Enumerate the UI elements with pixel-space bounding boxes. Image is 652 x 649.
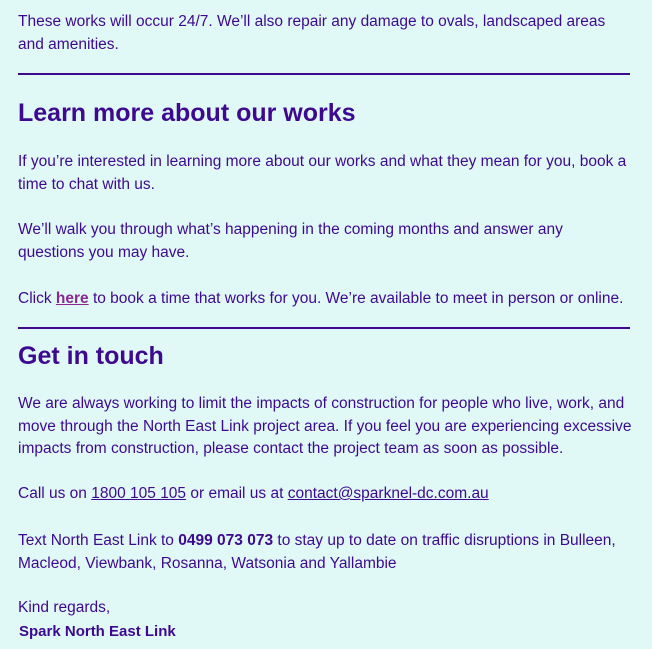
divider-1 xyxy=(18,73,630,75)
text-number: 0499 073 073 xyxy=(178,532,274,549)
contact-paragraph: We are always working to limit the impacts of construction for people who live, work, and move through the North East Link project area. If you feel you are experiencing excessive impacts from construction, please contact the project team as soon as possible. xyxy=(18,395,632,457)
learn-more-paragraph-2: We’ll walk you through what’s happening in the coming months and answer any questions you may have. xyxy=(18,221,563,261)
phone-link[interactable]: 1800 105 105 xyxy=(91,485,187,502)
book-paragraph xyxy=(18,288,632,311)
book-suffix: to book a time that works for you. We’re available to meet in person or online. xyxy=(88,290,624,307)
divider-2 xyxy=(18,327,630,329)
text-prefix: Text North East Link to xyxy=(18,532,179,549)
call-paragraph xyxy=(18,483,632,506)
signature: Spark North East Link xyxy=(19,623,176,640)
book-prefix: Click xyxy=(18,290,56,307)
get-in-touch-heading: Get in touch xyxy=(18,342,164,370)
text-paragraph xyxy=(18,530,632,575)
learn-more-paragraph-1: If you’re interested in learning more about our works and what they mean for you, book a time to chat with us. xyxy=(18,153,627,193)
call-prefix: Call us on xyxy=(18,485,92,502)
closing-text: Kind regards, xyxy=(18,599,111,616)
email-prefix: or email us at xyxy=(186,485,288,502)
learn-more-heading: Learn more about our works xyxy=(18,99,356,127)
email-link[interactable]: contact@sparknel-dc.com.au xyxy=(287,485,489,502)
book-here-link[interactable]: here xyxy=(55,290,89,307)
text-suffix: to stay up to date on traffic disruptions in Bulleen, Macleod, Viewbank, Rosanna, Watsonia and Yallambie xyxy=(18,532,616,572)
intro-paragraph: These works will occur 24/7. We’ll also repair any damage to ovals, landscaped areas and amenities. xyxy=(18,13,606,53)
